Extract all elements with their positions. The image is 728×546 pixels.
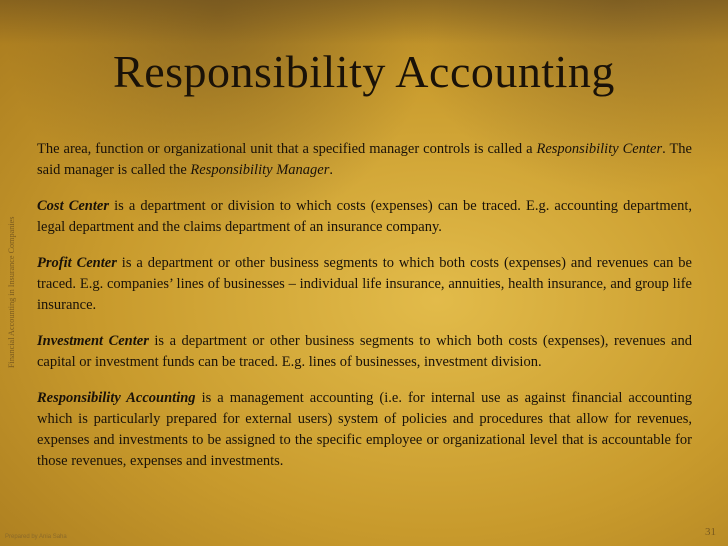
side-caption: Financial Accounting in Insurance Companies	[7, 216, 16, 368]
paragraph-text: is a department or other business segments to which both costs (expenses) and revenues can be traced. E.g. companies’ lines of businesses – individual life insurance, annuities, health insurance, and group life insurance.	[37, 255, 692, 313]
page-number: 31	[705, 526, 716, 538]
decorative-top-band	[0, 0, 728, 44]
slide-body	[37, 139, 692, 487]
paragraph-responsibility-center	[37, 139, 692, 181]
paragraph-profit-center	[37, 253, 692, 316]
term-responsibility-manager: Responsibility Manager	[190, 162, 330, 178]
paragraph-text: is a department or other business segments to which both costs (expenses), revenues and capital or investment funds can be traced. E.g. lines of businesses, investment division.	[37, 333, 692, 370]
paragraph-text: . The said manager is called the	[37, 141, 692, 178]
paragraph-text: is a management accounting (i.e. for internal use as against financial accounting which is particularly prepared for external users) system of policies and procedures that allow for revenues, expenses and investments to be assigned to the specific employee or organizational level that is accountable for those revenues, expenses and investments.	[37, 390, 693, 469]
paragraph-responsibility-accounting	[37, 388, 692, 472]
term-responsibility-accounting: Responsibility Accounting	[37, 390, 196, 406]
term-profit-center: Profit Center	[37, 255, 117, 271]
slide-title: Responsibility Accounting	[113, 46, 615, 97]
term-responsibility-center: Responsibility Center	[536, 141, 663, 157]
paragraph-cost-center	[37, 196, 692, 238]
paragraph-text: .	[329, 162, 333, 178]
term-investment-center: Investment Center	[37, 333, 149, 349]
paragraph-investment-center	[37, 331, 692, 373]
paragraph-text: The area, function or organizational unit that a specified manager controls is called a	[37, 141, 537, 157]
term-cost-center: Cost Center	[37, 198, 109, 214]
footer-credit: Prepared by Ania Saha	[5, 534, 67, 540]
paragraph-text: is a department or division to which costs (expenses) can be traced. E.g. accounting department, legal department and the claims department of an insurance company.	[37, 198, 692, 235]
